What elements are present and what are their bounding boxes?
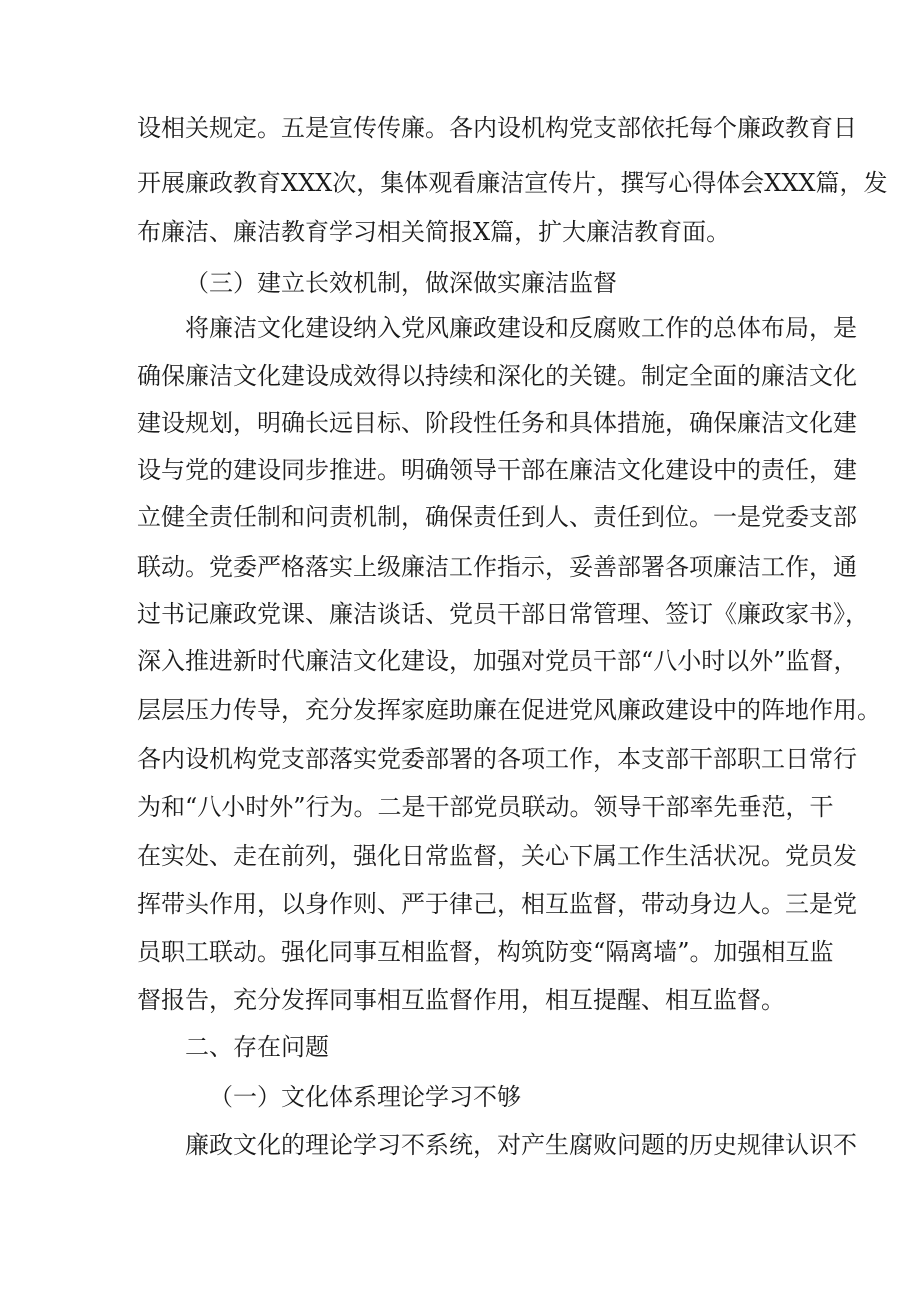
- paragraph-line: 设相关规定。五是宣传传廉。各内设机构党支部依托每个廉政教育日: [137, 114, 857, 142]
- paragraph-line: 深入推进新时代廉洁文化建设，加强对党员干部“八小时以外”监督，: [137, 647, 858, 675]
- subsection-heading: （一）文化体系理论学习不够: [209, 1083, 521, 1111]
- paragraph-line: 确保廉洁文化建设成效得以持续和深化的关键。制定全面的廉洁文化: [137, 362, 857, 390]
- section-heading: （三）建立长效机制，做深做实廉洁监督: [185, 269, 617, 297]
- paragraph-line: 员职工联动。强化同事互相监督，构筑防变“隔离墙”。加强相互监: [137, 938, 834, 966]
- paragraph-line: 过书记廉政党课、廉洁谈话、党员干部日常管理、签订《廉政家书》，: [137, 600, 869, 628]
- paragraph-line: 督报告，充分发挥同事相互监督作用，相互提醒、相互监督。: [137, 986, 785, 1014]
- paragraph-line: 联动。党委严格落实上级廉洁工作指示，妥善部署各项廉洁工作，通: [137, 553, 857, 581]
- paragraph-line: 挥带头作用，以身作则、严于律己，相互监督，带动身边人。三是党: [137, 890, 857, 918]
- paragraph-line: 为和“八小时外”行为。二是干部党员联动。领导干部率先垂范，干: [137, 793, 834, 821]
- paragraph-line: 将廉洁文化建设纳入党风廉政建设和反腐败工作的总体布局，是: [185, 314, 857, 342]
- paragraph-line: 开展廉政教育XXX次，集体观看廉洁宣传片，撰写心得体会XXX篇，发: [137, 169, 888, 197]
- paragraph-line: 建设规划，明确长远目标、阶段性任务和具体措施，确保廉洁文化建: [137, 409, 857, 437]
- paragraph-line: 布廉洁、廉洁教育学习相关简报X篇，扩大廉洁教育面。: [137, 218, 731, 246]
- paragraph-line: 层层压力传导，充分发挥家庭助廉在促进党风廉政建设中的阵地作用。: [137, 696, 881, 724]
- paragraph-line: 廉政文化的理论学习不系统，对产生腐败问题的历史规律认识不: [185, 1131, 857, 1159]
- section-heading: 二、存在问题: [185, 1033, 329, 1061]
- paragraph-line: 各内设机构党支部落实党委部署的各项工作，本支部干部职工日常行: [137, 745, 857, 773]
- paragraph-line: 设与党的建设同步推进。明确领导干部在廉洁文化建设中的责任，建: [137, 456, 857, 484]
- paragraph-line: 在实处、走在前列，强化日常监督，关心下属工作生活状况。党员发: [137, 842, 857, 870]
- paragraph-line: 立健全责任制和问责机制，确保责任到人、责任到位。一是党委支部: [137, 503, 857, 531]
